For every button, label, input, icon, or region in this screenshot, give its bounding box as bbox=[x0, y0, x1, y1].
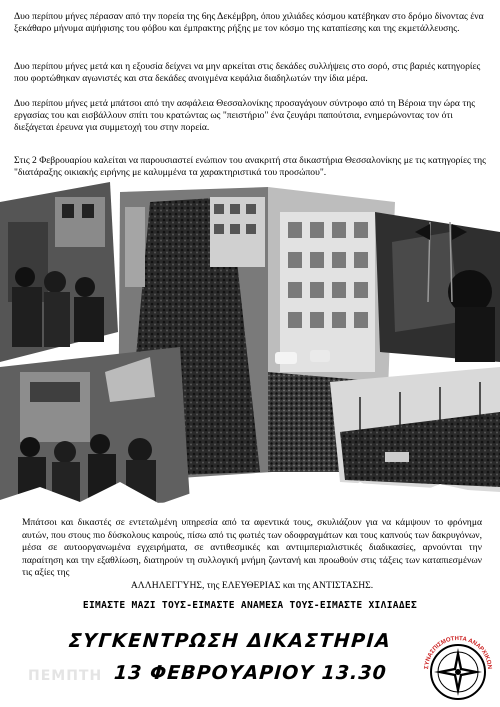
photo-riot-police bbox=[0, 182, 118, 362]
weekday-label: ΠΕΜΠΤΗ bbox=[28, 668, 103, 684]
closing-paragraph bbox=[22, 517, 482, 593]
closing-body: Μπάτσοι και δικαστές σε εντεταλμένη υπηρεσία από τα αφεντικά τους, σκυλιάζουν για να κάμψουν το φρόνημα αυτών, που στους πιο δύσκολους καιρούς, πίσω από τις φωτιές των οδοφραγμάτων και τους καπνούς των δακρυγόνων, μέσα σε αυτοοργανωμένα εγχειρήματα, σε αντιθεσμικές και αντιιμπεριαλιστικές διαδικασίες, αρνούνται την παραίτηση και την εξαθλίωση, διατηρούν τη συλλογική μνήμη ζωντανή και προωθούν στις τάξεις των καταπιεσμένων τις αξίες της bbox=[22, 517, 482, 579]
event-date: 13 ΦΕΒΡΟΥΑΡΙΟΥ 13.30 bbox=[113, 662, 388, 684]
values-line: ΑΛΛΗΛΕΓΓΥΗΣ, της ΕΛΕΥΘΕΡΙΑΣ και της ΑΝΤΙΣΤΑΣΗΣ. bbox=[130, 579, 374, 591]
compass-star-icon bbox=[418, 630, 498, 705]
slogan: ΕΙΜΑΣΤΕ ΜΑΖΙ ΤΟΥΣ-ΕΙΜΑΣΤΕ ΑΝΑΜΕΣΑ ΤΟΥΣ-ΕΙΜΑΣΤΕ ΧΙΛΙΑΔΕΣ bbox=[82, 600, 418, 611]
paragraph-intro: Δυο περίπου μήνες πέρασαν από την πορεία της 6ης Δεκέμβρη, όπου χιλιάδες κόσμου κατέβηκαν στο δρόμο δίνοντας ένα ξεκάθαρο μήνυμα αψήφισης του φόβου και έμπρακτης ρήξης με τον κόσμο της καταπίεσης και της εκμετάλλευσης. bbox=[14, 11, 484, 34]
collage-graphic bbox=[0, 182, 500, 512]
logo-arc-text: ΣΥΝΑΣΠΙΣΜΟΤΗΤΑ ΑΝΑΡΧΙΚΩΝ bbox=[423, 635, 493, 670]
photo-collage bbox=[0, 182, 500, 512]
group-logo bbox=[418, 630, 498, 705]
paragraph-court-summons: Στις 2 Φεβρουαρίου καλείται να παρουσιαστεί ενώπιον του ανακριτή στα δικαστήρια Θεσσαλονίκης με τις κατηγορίες της "διατάραξης οικιακής ειρήνης με καλυμμένα τα χαρακτηριστικά του προσώπου". bbox=[14, 155, 486, 178]
photo-marchers-banners bbox=[330, 367, 500, 492]
photo-flags-night bbox=[375, 212, 500, 362]
paragraph-arrests: Δυο περίπου μήνες μετά και η εξουσία δείχνει να μην αρκείται στις δεκάδες συλλήψεις στο σορό, στις βαριές κατηγορίες που φορτώθηκαν αγωνιστές και στα δεκάδες ανοιγμένα κεφάλια διαδηλωτών την ίδια μέρα. bbox=[14, 61, 481, 84]
paragraph-police-raid: Δυο περίπου μήνες μετά μπάτσοι από την ασφάλεια Θεσσαλονίκης προσαγάγουν σύντροφο από τη Βέροια την ώρα της εργασίας του και εισβάλλουν σπίτι του κρατώντας ως "πειστήριο" ένα ζευγάρι παπούτσια, ενημερώνοντας τον ότι διεξάγεται έρευνα για συμμετοχή του στην πορεία. bbox=[14, 98, 476, 133]
photo-street-protest bbox=[0, 347, 190, 507]
event-headline: ΣΥΓΚΕΝΤΡΩΣΗ ΔΙΚΑΣΤΗΡΙΑ bbox=[67, 630, 393, 652]
